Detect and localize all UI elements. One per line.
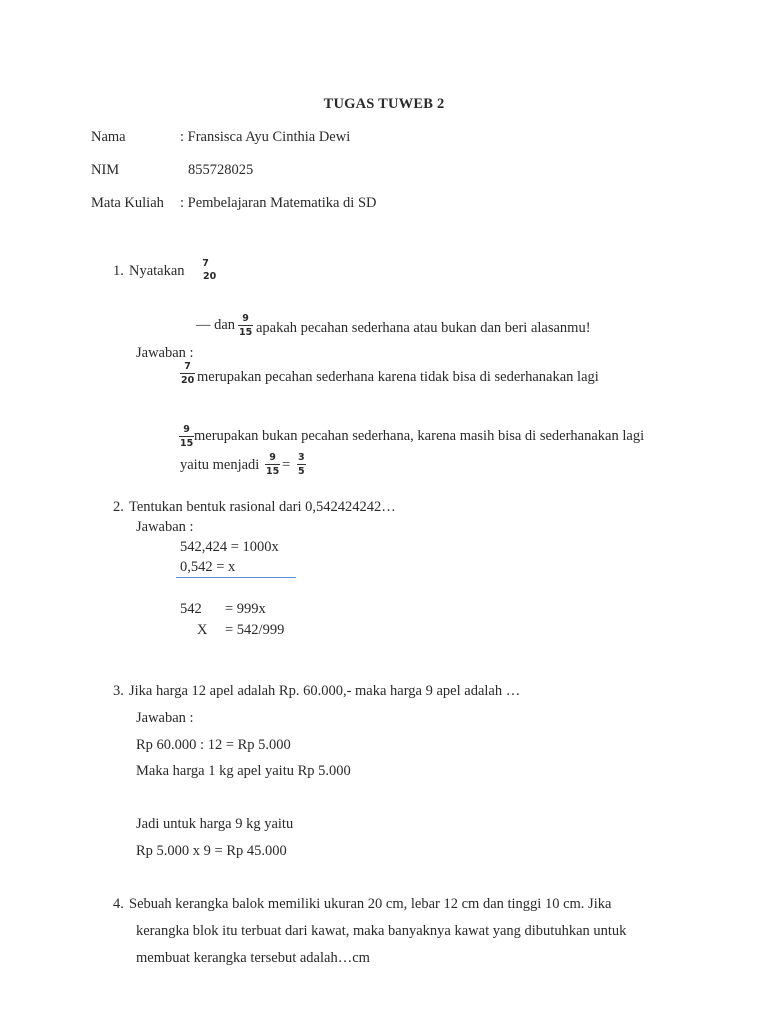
fraction-bar [297, 464, 306, 465]
q1-ans1-fraction [180, 362, 195, 386]
q2-line3-left: 542 [180, 601, 202, 617]
q2-number: 2. [113, 499, 124, 515]
q1-fraction-a-num: 7 [202, 258, 209, 269]
q3-prompt: Jika harga 12 apel adalah Rp. 60.000,- maka harga 9 apel adalah … [129, 683, 521, 699]
fraction-bar [179, 436, 194, 437]
q1-fraction-b [238, 314, 253, 338]
q3-line4: Rp 5.000 x 9 = Rp 45.000 [136, 843, 287, 859]
q1-ans2-den: 15 [180, 438, 194, 449]
q1-ans2-text: merupakan bukan pecahan sederhana, karena masih bisa di sederhanakan lagi [194, 428, 645, 444]
q1-fraction-a-den: 20 [203, 271, 217, 282]
q2-prompt: Tentukan bentuk rasional dari 0,542424242… [129, 499, 396, 515]
q1-ans3-text: yaitu menjadi [180, 457, 260, 473]
page-title: TUGAS TUWEB 2 [323, 96, 445, 112]
q1-dash-dan: — dan [196, 317, 236, 333]
nim-value: 855728025 [188, 162, 254, 178]
q1-ans1-num: 7 [184, 361, 191, 372]
q1-answer-label: Jawaban : [136, 345, 194, 361]
q1-ans3-fraction-a [265, 453, 280, 477]
subtraction-rule [176, 577, 296, 578]
q3-line3: Jadi untuk harga 9 kg yaitu [136, 816, 294, 832]
mata-kuliah-label: Mata Kuliah [91, 195, 164, 211]
nama-value: : Fransisca Ayu Cinthia Dewi [180, 129, 351, 145]
q1-ans3-equals: = [282, 457, 291, 473]
q1-ans3-fraction-b [297, 453, 306, 477]
q1-ans3-a-num: 9 [269, 452, 276, 463]
q1-prompt-end: apakah pecahan sederhana atau bukan dan beri alasanmu! [256, 320, 591, 336]
q2-line4-right: = 542/999 [225, 622, 285, 638]
nama-label: Nama [91, 129, 126, 145]
q1-prompt: Nyatakan [129, 263, 185, 279]
q2-line2: 0,542 = x [180, 559, 236, 575]
nim-label: NIM [91, 162, 120, 178]
q1-ans3-a-den: 15 [266, 466, 280, 477]
q1-number: 1. [113, 263, 124, 279]
q1-ans1-den: 20 [181, 375, 195, 386]
q4-line3: membuat kerangka tersebut adalah…cm [136, 950, 370, 966]
q1-fraction-b-num: 9 [242, 313, 249, 324]
fraction-bar [265, 464, 280, 465]
fraction-bar [180, 373, 195, 374]
q3-line1: Rp 60.000 : 12 = Rp 5.000 [136, 737, 291, 753]
q1-ans2-fraction [179, 425, 194, 449]
mata-kuliah-value: : Pembelajaran Matematika di SD [180, 195, 377, 211]
q4-number: 4. [113, 896, 124, 912]
q2-answer-label: Jawaban : [136, 519, 194, 535]
q1-ans2-num: 9 [183, 424, 190, 435]
q3-answer-label: Jawaban : [136, 710, 194, 726]
q1-fraction-b-den: 15 [239, 327, 253, 338]
q1-ans3-b-den: 5 [298, 466, 305, 477]
q4-line1: Sebuah kerangka balok memiliki ukuran 20 cm, lebar 12 cm dan tinggi 10 cm. Jika [129, 896, 612, 912]
fraction-bar [238, 325, 253, 326]
q1-ans3-b-num: 3 [298, 452, 305, 463]
q3-line2: Maka harga 1 kg apel yaitu Rp 5.000 [136, 763, 351, 779]
q2-line1: 542,424 = 1000x [180, 539, 279, 555]
q3-number: 3. [113, 683, 124, 699]
q2-line4-left: X [197, 622, 208, 638]
q1-ans1-text: merupakan pecahan sederhana karena tidak bisa di sederhanakan lagi [197, 369, 599, 385]
q2-line3-right: = 999x [225, 601, 266, 617]
q1-fraction-a [194, 259, 217, 282]
q4-line2: kerangka blok itu terbuat dari kawat, maka banyaknya kawat yang dibutuhkan untuk [136, 923, 627, 939]
